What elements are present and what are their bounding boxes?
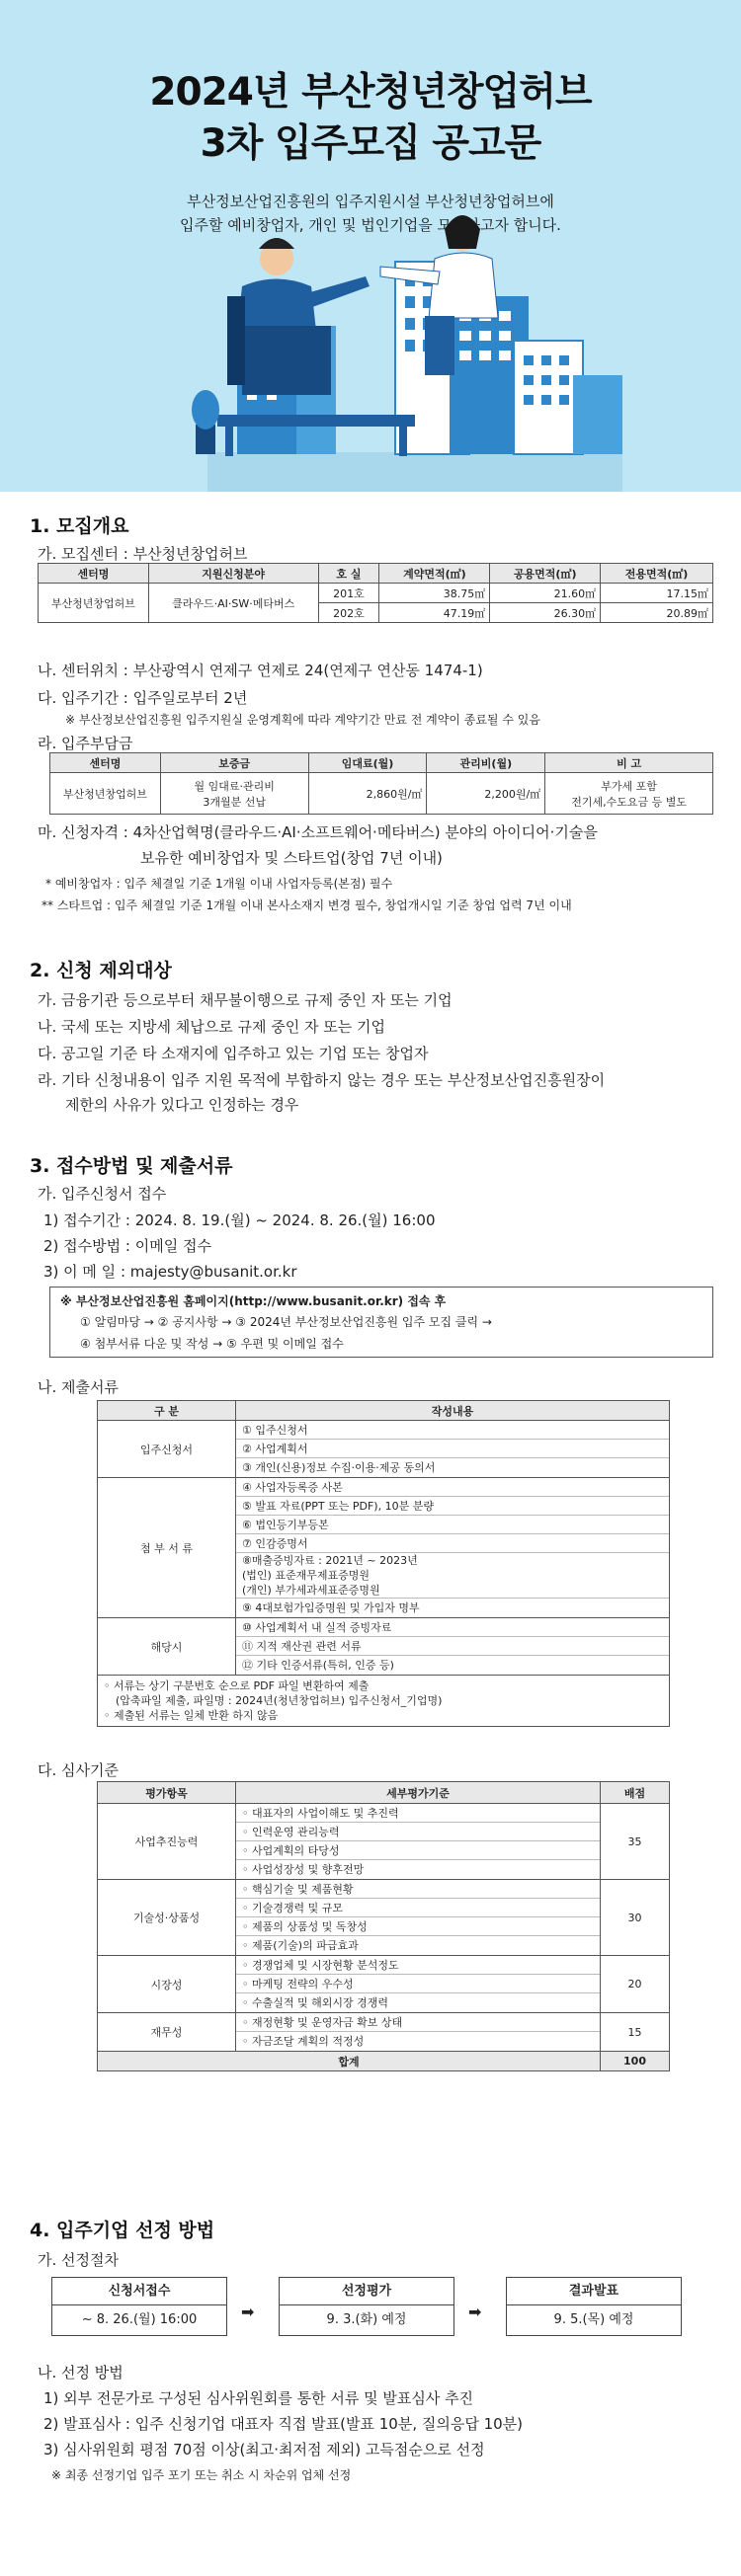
notice-line2: ① 알림마당 → ② 공지사항 → ③ 2024년 부산정보산업진흥원 입주 모집 클릭 →	[80, 1315, 492, 1329]
eval-criterion: ◦ 재정현황 및 운영자금 확보 상태	[236, 2013, 600, 2032]
th-mgmt: 관리비(월)	[427, 753, 545, 773]
notice-line1: ※ 부산정보산업진흥원 홈페이지(http://www.busanit.or.kr) 접속 후	[60, 1294, 447, 1308]
eval-criterion: ◦ 핵심기술 및 제품현황	[236, 1880, 600, 1899]
s2-item-4-cont: 제한의 사유가 있다고 인정하는 경우	[65, 1096, 299, 1114]
eval-score-1: 35	[601, 1804, 670, 1880]
docs-item: ④ 사업자등록증 사본	[236, 1478, 669, 1497]
cell-contract-201: 38.75㎡	[379, 584, 490, 603]
s4-na: 나. 선정 방법	[38, 2364, 124, 2381]
s3-method: 2) 접수방법 : 이메일 접수	[43, 1237, 211, 1255]
s3-da: 다. 심사기준	[38, 1761, 119, 1779]
th-private: 전용면적(㎡)	[601, 564, 713, 584]
th-rent: 임대료(월)	[308, 753, 427, 773]
step-evaluation-head: 선정평가	[280, 2278, 453, 2305]
s4-ga: 가. 선정절차	[38, 2251, 119, 2269]
arrow-right-icon: ➡	[468, 2303, 482, 2321]
hero-title-line2: 3차 입주모집 공고문	[200, 121, 541, 166]
cell-field: 클라우드·AI·SW·메타버스	[148, 584, 318, 623]
docs-item: ⑤ 발표 자료(PPT 또는 PDF), 10분 분량	[236, 1497, 669, 1516]
eval-item-2: 기술성·상품성	[98, 1880, 236, 1956]
note-line2: 전기세,수도요금 등 별도	[571, 795, 687, 809]
docs-item: ⑨ 4대보험가입증명원 및 가입자 명부	[242, 1601, 420, 1614]
deposit-line1: 월 임대료·관리비	[194, 779, 275, 793]
eval-item-4: 재무성	[98, 2013, 236, 2052]
s1-ma-note2: ** 스타트업 : 입주 체결일 기준 1개월 이내 본사소재지 변경 필수, 창업개시일 기준 창업 업력 7년 이내	[41, 898, 572, 912]
docs-group-2-list	[236, 1478, 670, 1618]
arrow-right-icon: ➡	[241, 2303, 255, 2321]
eval-criteria-3	[236, 1956, 601, 2013]
eval-table	[97, 1781, 670, 2071]
th-room: 호 실	[318, 564, 379, 584]
docs-table	[97, 1400, 670, 1727]
eval-score-2: 30	[601, 1880, 670, 1956]
notice-line3: ④ 첨부서류 다운 및 작성 → ⑤ 우편 및 이메일 접수	[80, 1337, 344, 1351]
cell-rent: 2,860원/㎡	[308, 773, 427, 815]
s3-email: 3) 이 메 일 : majesty@busanit.or.kr	[43, 1263, 297, 1281]
step-result-head: 결과발표	[507, 2278, 681, 2305]
docs-item: ① 입주신청서	[236, 1421, 669, 1440]
docs-notes	[98, 1676, 670, 1727]
eval-score-4: 15	[601, 2013, 670, 2052]
eval-criteria-4	[236, 2013, 601, 2052]
cell-room-201: 201호	[318, 584, 379, 603]
th-eval-score: 배점	[601, 1782, 670, 1804]
hero-subtitle-line2: 입주할 예비창업자, 개인 및 법인기업을 모집하고자 합니다.	[180, 216, 561, 234]
eval-criterion: ◦ 수출실적 및 해외시장 경쟁력	[242, 1996, 388, 2009]
docs-item: ⑦ 인감증명서	[236, 1534, 669, 1553]
docs-item: (법인) 표준재무제표증명원	[242, 1569, 370, 1582]
eval-score-3: 20	[601, 1956, 670, 2013]
docs-note-2: (압축파일 제출, 파일명 : 2024년(청년창업허브) 입주신청서_기업명)	[116, 1694, 443, 1707]
docs-item: ⑪ 지적 재산권 관련 서류	[236, 1637, 669, 1656]
s2-item-4: 라. 기타 신청내용이 입주 지원 목적에 부합하지 않는 경우 또는 부산정보산업진흥원장이	[38, 1071, 606, 1089]
hero-title-line1: 2024년 부산청년창업허브	[149, 70, 592, 115]
eval-criterion: ◦ 자금조달 계획의 적정성	[242, 2035, 365, 2048]
section-4-title: 4. 입주기업 선정 방법	[30, 2220, 215, 2241]
eval-criteria-2	[236, 1880, 601, 1956]
docs-item: ② 사업계획서	[236, 1440, 669, 1458]
eval-criterion: ◦ 마케팅 전략의 우수성	[236, 1975, 600, 1993]
s1-ma-line1: 마. 신청자격 : 4차산업혁명(클라우드·AI·소프트웨어·메타버스) 분야의 아이디어·기술을	[38, 823, 598, 841]
eval-criteria-1	[236, 1804, 601, 1880]
docs-group-1-list	[236, 1421, 670, 1478]
cell-note	[545, 773, 713, 815]
s2-item-2: 나. 국세 또는 지방세 체납으로 규제 중인 자 또는 기업	[38, 1018, 385, 1036]
eval-criterion: ◦ 기술경쟁력 및 규모	[236, 1899, 600, 1917]
s1-ra: 라. 입주부담금	[38, 735, 133, 752]
eval-criterion: ◦ 경쟁업체 및 시장현황 분석정도	[236, 1956, 600, 1975]
docs-item: ⑫ 기타 인증서류(특허, 인증 등)	[242, 1659, 394, 1672]
notice-box	[49, 1287, 713, 1358]
note-line1: 부가세 포함	[601, 779, 657, 793]
th-deposit: 보증금	[160, 753, 308, 773]
eval-item-3: 시장성	[98, 1956, 236, 2013]
deposit-line2: 3개월분 선납	[203, 795, 266, 809]
s2-item-1: 가. 금융기관 등으로부터 채무불이행으로 규제 중인 자 또는 기업	[38, 991, 453, 1009]
cell-room-202: 202호	[318, 603, 379, 623]
docs-note-3: ◦ 제출된 서류는 일체 반환 하지 않음	[104, 1709, 279, 1722]
cell-common-202: 26.30㎡	[490, 603, 601, 623]
cell-contract-202: 47.19㎡	[379, 603, 490, 623]
th-docs-group: 구 분	[98, 1401, 236, 1421]
section-3-title: 3. 접수방법 및 제출서류	[30, 1155, 233, 1177]
cell-private-202: 20.89㎡	[601, 603, 713, 623]
cell-deposit	[160, 773, 308, 815]
th-eval-criteria: 세부평가기준	[236, 1782, 601, 1804]
docs-item: ③ 개인(신용)정보 수집·이용·제공 동의서	[242, 1461, 436, 1474]
eval-criterion: ◦ 사업계획의 타당성	[236, 1841, 600, 1860]
step-apply-body: ~ 8. 26.(월) 16:00	[81, 2312, 198, 2327]
cell-common-201: 21.60㎡	[490, 584, 601, 603]
step-apply-head: 신청서접수	[52, 2278, 226, 2305]
s1-ma-note1: * 예비창업자 : 입주 체결일 기준 1개월 이내 사업자등록(본점) 필수	[45, 877, 393, 891]
section-1-title: 1. 모집개요	[30, 515, 129, 537]
s3-na: 나. 제출서류	[38, 1378, 119, 1396]
hero-banner	[0, 0, 741, 492]
step-result-body: 9. 5.(목) 예정	[553, 2312, 634, 2327]
hero-subtitle-line1: 부산정보산업진흥원의 입주지원시설 부산청년창업허브에	[187, 193, 554, 210]
eval-criterion: ◦ 사업성장성 및 향후전망	[242, 1863, 365, 1876]
cell-center: 부산청년창업허브	[39, 584, 149, 623]
eval-item-1: 사업추진능력	[98, 1804, 236, 1880]
s4-note: ※ 최종 선정기업 입주 포기 또는 취소 시 차순위 업체 선정	[51, 2468, 352, 2482]
fee-table	[49, 752, 713, 815]
s4-method-1: 1) 외부 전문가로 구성된 심사위원회를 통한 서류 및 발표심사 추진	[43, 2389, 474, 2407]
th-eval-item: 평가항목	[98, 1782, 236, 1804]
docs-item: ⑧매출증빙자료 : 2021년 ~ 2023년	[242, 1554, 418, 1567]
eval-total-score: 100	[601, 2052, 670, 2071]
docs-group-2: 첨 부 서 류	[98, 1478, 236, 1618]
th-center: 센터명	[39, 564, 149, 584]
s1-da-note: ※ 부산정보산업진흥원 입주지원실 운영계획에 따라 계약기간 만료 전 계약이 종료될 수 있음	[65, 713, 540, 727]
section-2-title: 2. 신청 제외대상	[30, 960, 172, 981]
step-evaluation-body: 9. 3.(화) 예정	[326, 2312, 407, 2327]
s1-ma-line2: 보유한 예비창업자 및 스타트업(창업 7년 이내)	[140, 849, 443, 867]
eval-criterion: ◦ 대표자의 사업이해도 및 추진력	[236, 1804, 600, 1823]
docs-group-1: 입주신청서	[98, 1421, 236, 1478]
eval-total-label: 합계	[98, 2052, 601, 2071]
s3-period: 1) 접수기간 : 2024. 8. 19.(월) ~ 2024. 8. 26.(월) 16:00	[43, 1211, 436, 1229]
s1-ga: 가. 모집센터 : 부산청년창업허브	[38, 545, 248, 563]
docs-item: ⑩ 사업계획서 내 실적 증빙자료	[236, 1618, 669, 1637]
cell-fee-center: 부산청년창업허브	[50, 773, 161, 815]
s2-item-3: 다. 공고일 기준 타 소재지에 입주하고 있는 기업 또는 창업자	[38, 1045, 429, 1062]
eval-criterion: ◦ 제품의 상품성 및 독창성	[236, 1917, 600, 1936]
step-apply	[51, 2277, 227, 2336]
th-docs-content: 작성내용	[236, 1401, 670, 1421]
docs-group-3: 해당시	[98, 1618, 236, 1676]
step-evaluation	[279, 2277, 454, 2336]
th-fee-center: 센터명	[50, 753, 161, 773]
room-table	[38, 563, 713, 623]
th-note: 비 고	[545, 753, 713, 773]
th-common: 공용면적(㎡)	[490, 564, 601, 584]
s4-method-3: 3) 심사위원회 평점 70점 이상(최고·최저점 제외) 고득점순으로 선정	[43, 2441, 485, 2459]
s4-method-2: 2) 발표심사 : 입주 신청기업 대표자 직접 발표(발표 10분, 질의응답 10분)	[43, 2415, 524, 2433]
docs-note-1: ◦ 서류는 상기 구분번호 순으로 PDF 파일 변환하여 제출	[104, 1679, 370, 1692]
eval-criterion: ◦ 제품(기술)의 파급효과	[242, 1939, 359, 1952]
s1-na: 나. 센터위치 : 부산광역시 연제구 연제로 24(연제구 연산동 1474-1)	[38, 662, 483, 679]
cell-mgmt: 2,200원/㎡	[427, 773, 545, 815]
docs-group-3-list	[236, 1618, 670, 1676]
docs-item: ⑥ 법인등기부등본	[236, 1516, 669, 1534]
cell-private-201: 17.15㎡	[601, 584, 713, 603]
th-contract: 계약면적(㎡)	[379, 564, 490, 584]
step-result	[506, 2277, 682, 2336]
th-field: 지원신청분야	[148, 564, 318, 584]
s3-ga: 가. 입주신청서 접수	[38, 1185, 167, 1203]
docs-item: (개인) 부가세과세표준증명원	[236, 1583, 669, 1599]
eval-criterion: ◦ 인력운영 관리능력	[236, 1823, 600, 1841]
s1-da: 다. 입주기간 : 입주일로부터 2년	[38, 689, 248, 707]
